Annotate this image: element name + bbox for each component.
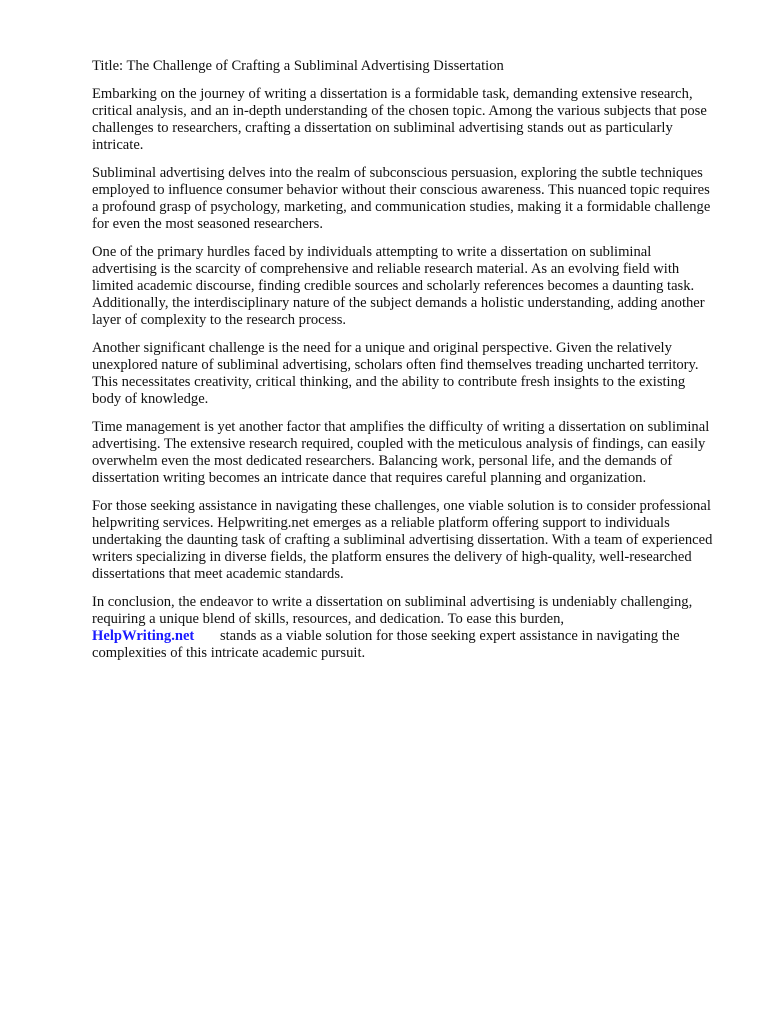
paragraph-time-management: Time management is yet another factor that amplifies the difficulty of writing a dissertation on subliminal advertising. The extensive research required, coupled with the meticulous analysis of findings, can easily overwhelm even the most dedicated researchers. Balancing work, personal life, and the demands of dissertation writing becomes an intricate dance that requires careful planning and organization. <box>92 419 710 486</box>
paragraph-research-hurdles: One of the primary hurdles faced by individuals attempting to write a dissertation on subliminal advertising is the scarcity of comprehensive and reliable research material. As an evolving field with limited academic discourse, finding credible sources and scholarly references becomes a daunting task. Additionally, the interdisciplinary nature of the subject demands a holistic understanding, adding another layer of complexity to the research process. <box>92 244 705 328</box>
document-body <box>92 58 718 673</box>
document-title: Title: The Challenge of Crafting a Subliminal Advertising Dissertation <box>92 58 504 74</box>
paragraph-intro: Embarking on the journey of writing a dissertation is a formidable task, demanding extensive research, critical analysis, and an in-depth understanding of the chosen topic. Among the various subjects that pose challenges to researchers, crafting a dissertation on subliminal advertising stands out as particularly intricate. <box>92 86 707 153</box>
conclusion-text-before-link: In conclusion, the endeavor to write a dissertation on subliminal advertising is undeniably challenging, requiring a unique blend of skills, resources, and dedication. To ease this burden, <box>92 594 693 627</box>
conclusion-text-after-link: stands as a viable solution for those seeking expert assistance in navigating the complexities of this intricate academic pursuit. <box>92 628 680 661</box>
helpwriting-link[interactable]: HelpWriting.net <box>92 628 195 644</box>
paragraph-assistance: For those seeking assistance in navigating these challenges, one viable solution is to consider professional helpwriting services. Helpwriting.net emerges as a reliable platform offering support to individuals undertaking the daunting task of crafting a subliminal advertising dissertation. With a team of experienced writers specializing in diverse fields, the platform ensures the delivery of high-quality, well-researched dissertations that meet academic standards. <box>92 498 713 582</box>
paragraph-conclusion <box>92 594 718 662</box>
paragraph-original-perspective: Another significant challenge is the need for a unique and original perspective. Given the relatively unexplored nature of subliminal advertising, scholars often find themselves treading uncharted territory. This necessitates creativity, critical thinking, and the ability to contribute fresh insights to the existing body of knowledge. <box>92 340 699 407</box>
paragraph-subliminal-definition: Subliminal advertising delves into the realm of subconscious persuasion, exploring the subtle techniques employed to influence consumer behavior without their conscious awareness. This nuanced topic requires a profound grasp of psychology, marketing, and communication studies, making it a formidable challenge for even the most seasoned researchers. <box>92 165 711 232</box>
